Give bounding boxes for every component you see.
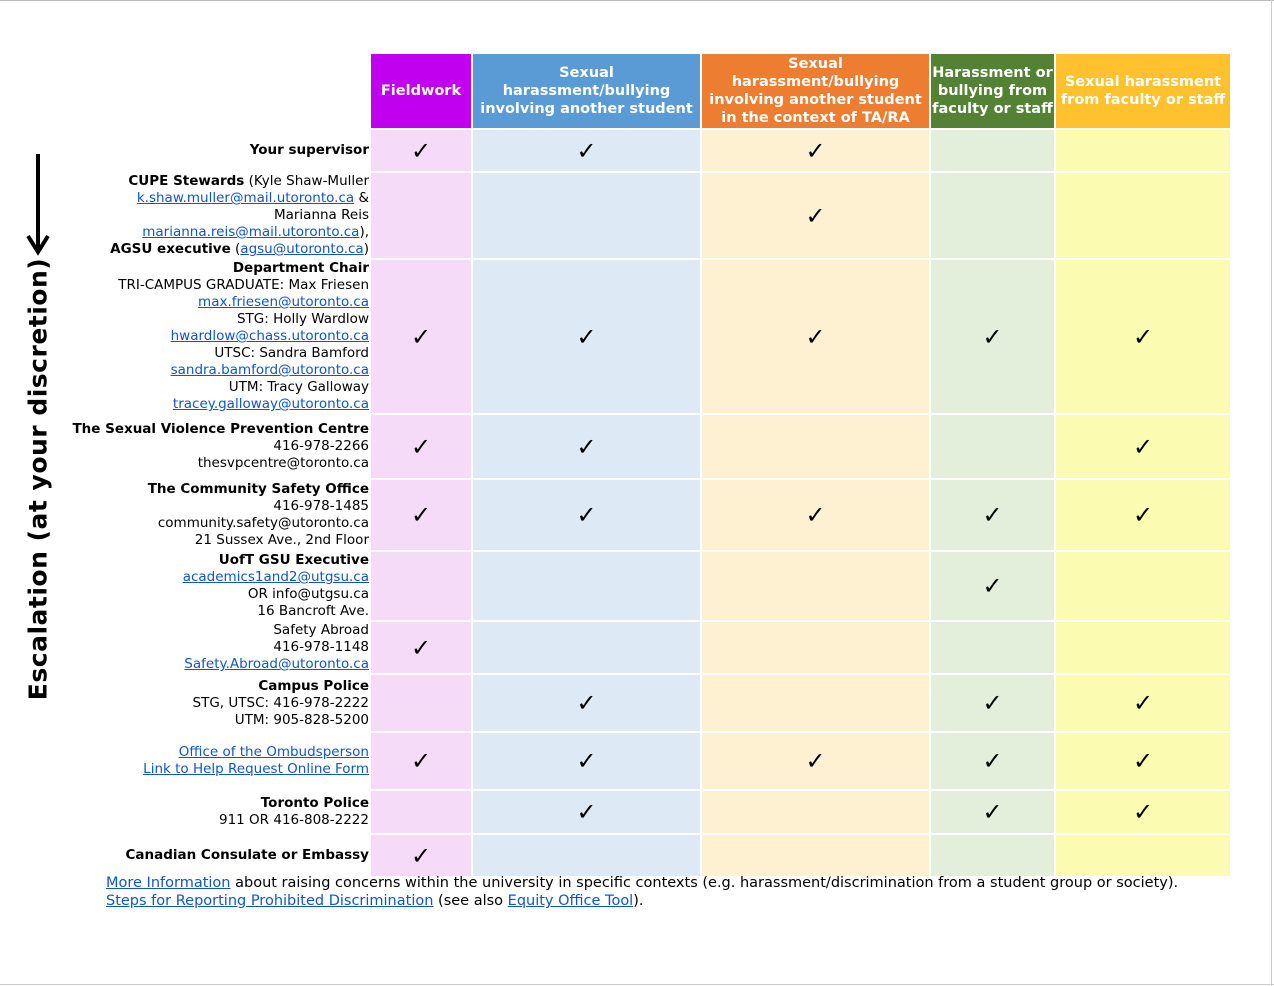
- resource-text: OR info@utgsu.ca: [247, 586, 369, 602]
- check-cell: [930, 732, 1055, 790]
- checkmark-icon: ✓: [576, 747, 597, 775]
- checkmark-icon: ✓: [410, 432, 432, 461]
- table-row: [70, 129, 1231, 172]
- resource-text: Department Chair: [232, 260, 369, 276]
- checkmark-icon: ✓: [410, 633, 432, 662]
- checkmark-icon: ✓: [982, 501, 1003, 529]
- resource-text: CUPE Stewards: [128, 173, 245, 189]
- check-cell: [1055, 551, 1231, 621]
- resource-line: [71, 207, 369, 224]
- equity-office-tool-link[interactable]: Equity Office Tool: [507, 893, 634, 909]
- checkmark-icon: ✓: [805, 201, 826, 230]
- resource-line: [71, 328, 369, 345]
- resource-text: ),: [359, 224, 369, 240]
- check-cell: [701, 129, 930, 172]
- checkmark-icon: ✓: [576, 501, 597, 529]
- header-student-harassment: Sexual harassment/bullying involving another student: [472, 53, 701, 129]
- resource-text: 21 Sussex Ave., 2nd Floor: [194, 532, 369, 548]
- check-cell: [930, 551, 1055, 621]
- check-cell: [701, 621, 930, 674]
- resource-text: ): [363, 241, 369, 257]
- resource-text: thesvpcentre@toronto.ca: [197, 455, 369, 471]
- checkmark-icon: ✓: [576, 322, 597, 351]
- resource-text: STG, UTSC: 416-978-2222: [192, 694, 369, 711]
- check-cell: [1055, 790, 1231, 834]
- check-cell: [370, 551, 472, 621]
- footnotes: [106, 874, 1178, 910]
- checkmark-icon: ✓: [410, 501, 432, 529]
- check-cell: [701, 834, 930, 877]
- resource-text: STG: Holly Wardlow: [236, 311, 369, 327]
- escalation-label-text: Escalation (at your discretion): [23, 257, 53, 701]
- checkmark-icon: ✓: [576, 136, 597, 165]
- resource-text: Safety Abroad: [273, 622, 369, 638]
- resource-line: [71, 678, 369, 695]
- checkmark-icon: ✓: [576, 689, 597, 717]
- check-cell: [472, 259, 701, 414]
- table-row: [70, 479, 1231, 551]
- bottom-border: [0, 984, 1274, 985]
- resource-text: (: [230, 241, 241, 257]
- check-cell: [701, 551, 930, 621]
- resource-text: Campus Police: [258, 677, 369, 694]
- resource-line: [71, 142, 369, 159]
- check-cell: [370, 732, 472, 790]
- check-cell: [701, 790, 930, 834]
- check-cell: [1055, 732, 1231, 790]
- check-cell: [1055, 129, 1231, 172]
- resource-text: 416-978-1148: [273, 639, 369, 655]
- resource-cell: [70, 479, 370, 551]
- resource-text: Marianna Reis: [273, 207, 369, 223]
- check-cell: [701, 732, 930, 790]
- resource-line: [71, 795, 369, 812]
- resource-text: community.safety@utoronto.ca: [157, 515, 369, 531]
- resource-line: [71, 455, 369, 472]
- footnote-2-middle: (see also: [433, 893, 508, 909]
- resource-line: [71, 586, 369, 603]
- footnote-1-text: about raising concerns within the university in specific contexts (e.g. harassment/discrimination from a student group or society).: [230, 875, 1179, 891]
- check-cell: [930, 674, 1055, 732]
- resource-cell: [70, 732, 370, 790]
- footnote-line-2: [106, 892, 1178, 910]
- table-row: [70, 259, 1231, 414]
- resource-link[interactable]: k.shaw.muller@mail.utoronto.ca: [136, 190, 355, 206]
- resource-line: [71, 656, 369, 673]
- check-cell: [472, 834, 701, 877]
- checkmark-icon: ✓: [1132, 689, 1154, 717]
- check-cell: [370, 172, 472, 259]
- check-cell: [370, 790, 472, 834]
- resource-text: UTM: Tracy Galloway: [228, 379, 369, 395]
- checkmark-icon: ✓: [410, 747, 432, 775]
- check-cell: [930, 172, 1055, 259]
- check-cell: [370, 479, 472, 551]
- resource-link[interactable]: marianna.reis@mail.utoronto.ca: [142, 224, 360, 240]
- resource-line: [71, 603, 369, 620]
- resource-line: [71, 481, 369, 498]
- resource-text: 416-978-2266: [273, 438, 369, 454]
- resource-cell: [70, 259, 370, 414]
- table-row: [70, 621, 1231, 674]
- resource-text: 416-978-1485: [273, 498, 369, 514]
- table-row: [70, 551, 1231, 621]
- check-cell: [1055, 621, 1231, 674]
- header-faculty-bullying: Harassment or bullying from faculty or staff: [930, 53, 1055, 129]
- check-cell: [930, 834, 1055, 877]
- checkmark-icon: ✓: [410, 322, 432, 351]
- footnote-line-1: [106, 874, 1178, 892]
- checkmark-icon: ✓: [410, 841, 432, 870]
- checkmark-icon: ✓: [1132, 501, 1154, 529]
- check-cell: [370, 834, 472, 877]
- resource-cell: [70, 834, 370, 877]
- checkmark-icon: ✓: [1132, 432, 1154, 461]
- right-border: [1271, 0, 1272, 986]
- table-row: [70, 414, 1231, 479]
- footnote-2-end: ).: [633, 893, 644, 909]
- check-cell: [370, 621, 472, 674]
- resource-text: TRI-CAMPUS GRADUATE: Max Friesen: [118, 277, 369, 293]
- resource-cell: [70, 172, 370, 259]
- resource-line: [71, 622, 369, 639]
- resource-text: UTM: 905-828-5200: [234, 711, 369, 728]
- checkmark-icon: ✓: [805, 501, 826, 529]
- table-row: [70, 732, 1231, 790]
- checkmark-icon: ✓: [982, 689, 1003, 717]
- check-cell: [370, 129, 472, 172]
- resource-cell: [70, 129, 370, 172]
- check-cell: [472, 172, 701, 259]
- resource-link[interactable]: Office of the Ombudsperson: [178, 744, 369, 760]
- check-cell: [472, 732, 701, 790]
- table-row: [70, 834, 1231, 877]
- resource-cell: [70, 621, 370, 674]
- check-cell: [370, 674, 472, 732]
- resource-line: [71, 379, 369, 396]
- checkmark-icon: ✓: [805, 136, 826, 165]
- resource-line: [71, 498, 369, 515]
- check-cell: [1055, 172, 1231, 259]
- checkmark-icon: ✓: [410, 136, 432, 165]
- resource-text: (Kyle Shaw-Muller: [244, 173, 369, 189]
- resource-link[interactable]: tracey.galloway@utoronto.ca: [172, 396, 369, 412]
- check-cell: [701, 172, 930, 259]
- resource-text: UTSC: Sandra Bamford: [214, 345, 369, 361]
- check-cell: [1055, 834, 1231, 877]
- check-cell: [701, 259, 930, 414]
- check-cell: [472, 129, 701, 172]
- check-cell: [1055, 479, 1231, 551]
- resource-text: 16 Bancroft Ave.: [257, 603, 369, 619]
- top-border: [0, 0, 1274, 1]
- check-cell: [1055, 259, 1231, 414]
- check-cell: [701, 414, 930, 479]
- check-cell: [472, 414, 701, 479]
- resource-line: [71, 847, 369, 864]
- reporting-steps-link[interactable]: Steps for Reporting Prohibited Discrimination: [106, 893, 434, 909]
- resource-cell: [70, 674, 370, 732]
- resource-line: [71, 241, 369, 258]
- table-row: [70, 674, 1231, 732]
- resource-line: [71, 345, 369, 362]
- check-cell: [930, 129, 1055, 172]
- more-information-link[interactable]: More Information: [106, 875, 231, 891]
- checkmark-icon: ✓: [982, 798, 1003, 826]
- resource-link[interactable]: Link to Help Request Online Form: [143, 761, 369, 777]
- checkmark-icon: ✓: [1132, 798, 1154, 826]
- check-cell: [930, 790, 1055, 834]
- check-cell: [1055, 674, 1231, 732]
- check-cell: [472, 621, 701, 674]
- checkmark-icon: ✓: [576, 432, 597, 461]
- check-cell: [701, 479, 930, 551]
- resource-link[interactable]: Safety.Abroad@utoronto.ca: [184, 656, 369, 672]
- resource-text: Canadian Consulate or Embassy: [125, 847, 369, 863]
- table-header-row: [70, 53, 1231, 129]
- resource-link[interactable]: hwardlow@chass.utoronto.ca: [170, 328, 369, 344]
- resource-text: AGSU executive: [110, 241, 231, 257]
- check-cell: [370, 414, 472, 479]
- resource-line: [71, 260, 369, 277]
- checkmark-icon: ✓: [982, 572, 1003, 600]
- resource-line: [71, 695, 369, 712]
- resource-line: [71, 744, 369, 761]
- resource-line: [71, 532, 369, 549]
- resource-text: The Sexual Violence Prevention Centre: [72, 421, 369, 437]
- checkmark-icon: ✓: [982, 322, 1003, 351]
- resource-line: [71, 438, 369, 455]
- header-ta-ra-harassment: Sexual harassment/bullying involving another student in the context of TA/RA: [701, 53, 930, 129]
- checkmark-icon: ✓: [805, 747, 826, 775]
- resource-line: [71, 173, 369, 190]
- resource-link[interactable]: sandra.bamford@utoronto.ca: [170, 362, 369, 378]
- resource-line: [71, 421, 369, 438]
- check-cell: [930, 621, 1055, 674]
- resource-line: [71, 294, 369, 311]
- header-faculty-sexual-harassment: Sexual harassment from faculty or staff: [1055, 53, 1231, 129]
- resource-table: [69, 52, 1232, 878]
- resource-text: UofT GSU Executive: [218, 552, 369, 568]
- resource-line: [71, 277, 369, 294]
- checkmark-icon: ✓: [1132, 747, 1154, 775]
- table-row: [70, 172, 1231, 259]
- resource-text: The Community Safety Office: [147, 481, 369, 497]
- escalation-label: [0, 257, 76, 701]
- resource-text: &: [354, 190, 369, 206]
- resource-text: Your supervisor: [249, 142, 369, 158]
- table-body: [70, 129, 1231, 877]
- down-arrow-icon: [24, 152, 52, 262]
- check-cell: [930, 479, 1055, 551]
- resource-line: [71, 761, 369, 778]
- checkmark-icon: ✓: [805, 322, 826, 351]
- resource-line: [71, 569, 369, 586]
- resource-text: Toronto Police: [260, 795, 369, 811]
- check-cell: [1055, 414, 1231, 479]
- check-cell: [472, 479, 701, 551]
- resource-line: [71, 552, 369, 569]
- resource-link[interactable]: academics1and2@utgsu.ca: [182, 569, 369, 585]
- resource-line: [71, 224, 369, 241]
- resource-line: [71, 515, 369, 532]
- check-cell: [472, 551, 701, 621]
- check-cell: [930, 259, 1055, 414]
- check-cell: [701, 674, 930, 732]
- check-cell: [930, 414, 1055, 479]
- checkmark-icon: ✓: [1132, 322, 1154, 351]
- resource-cell: [70, 790, 370, 834]
- check-cell: [472, 790, 701, 834]
- table-row: [70, 790, 1231, 834]
- resource-link[interactable]: max.friesen@utoronto.ca: [198, 294, 369, 310]
- checkmark-icon: ✓: [576, 798, 597, 826]
- resource-line: [71, 311, 369, 328]
- resource-line: [71, 362, 369, 379]
- resource-line: [71, 812, 369, 829]
- check-cell: [472, 674, 701, 732]
- resource-cell: [70, 551, 370, 621]
- checkmark-icon: ✓: [982, 747, 1003, 775]
- header-fieldwork: Fieldwork: [370, 53, 472, 129]
- resource-line: [71, 712, 369, 729]
- header-resource: RESOURCE: [70, 53, 370, 129]
- resource-line: [71, 396, 369, 413]
- resource-link[interactable]: agsu@utoronto.ca: [240, 241, 364, 257]
- resource-text: 911 OR 416-808-2222: [219, 812, 369, 828]
- check-cell: [370, 259, 472, 414]
- resource-line: [71, 639, 369, 656]
- resource-cell: [70, 414, 370, 479]
- resource-line: [71, 190, 369, 207]
